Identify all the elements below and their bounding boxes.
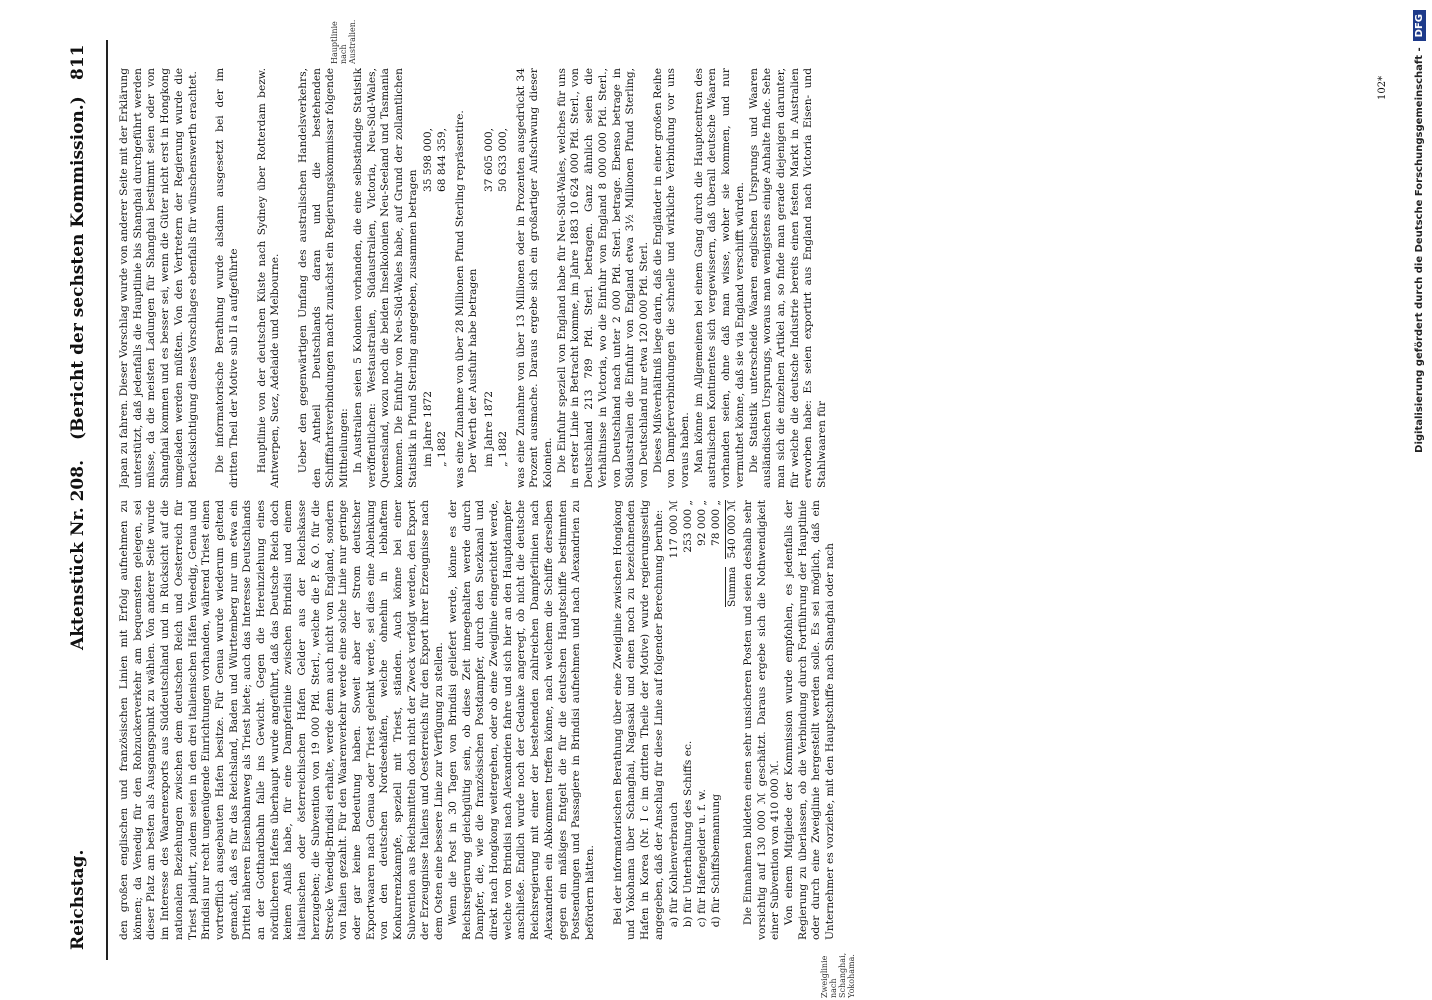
table-row: „ 1882 50 633 000,	[496, 128, 509, 467]
paragraph: Die Einnahmen bildeten einen sehr unsicheren Posten und seien deshalb sehr vorsichtig auf 130 000 ℳ geschätzt. Daraus ergebe sich die Nothwendigkeit einer Subvention von 410 000 ℳ.	[741, 500, 782, 940]
sum-row	[725, 500, 740, 940]
page-number: 811	[68, 44, 88, 80]
digitization-credit	[1408, 10, 1430, 990]
paragraph: Hauptlinie von der deutschen Küste nach Sydney über Rotterdam bezw. Antwerpen, Suez, Adelaide und Melbourne.	[255, 68, 282, 488]
paragraph: was eine Zunahme von über 13 Millionen oder in Prozenten ausgedrückt 34 Prozent ausmache. Daraus ergebe sich ein großartiger Aufschwung dieser Kolonien.	[514, 68, 554, 488]
paragraph: Dieses Mißverhältniß liege darin, daß die Engländer in einer großen Reihe von Dampferverbindungen die schnelle und wirkliche Verbindung vor uns voraus haben.	[651, 68, 692, 488]
credit-text: Digitalisierung gefördert durch die Deutsche Forschungsgemeinschaft -	[1413, 47, 1425, 453]
paragraph: Der Werth der Ausfuhr habe betragen	[467, 268, 480, 474]
paragraph: den großen englischen und französischen Linien mit Erfolg aufnehmen zu können; da Venedig für den Rohzuckerverkehr am bequemsten gelegen, sei dieser Platz am besten als Ausgangspunkt zu wählen. Von anderer Seite wurde im Interesse des Waarenexports aus Süddeutschland und in Rücksicht auf die nationalen Beziehungen zwischen dem deutschen Reich und Oesterreich für Triest plaidirt, zudem seien in den drei italienischen Häfen Venedig, Genua und Brindisi nur recht ungenügende Einrichtungen vorhanden, während Triest einen vortrefflich ausgebauten Hafen besitze. Für Genua wurde wiederum geltend gemacht, daß es für das Reichsland, Baden und Württemberg nur um etwa ein Drittel näheren Eisenbahnweg als Triest biete; auch das Interesse Deutschlands an der Gotthardbahn falle ins Gewicht. Gegen die Hereinziehung eines nördlicheren Hafens überhaupt wurde angeführt, daß das Deutsche Reich doch keinen Anlaß habe, für eine Dampferlinie zwischen Brindisi und einem italienischen oder österreichischen Hafen Gelder aus der Reichskasse herzugeben; die Subvention von 19 000 Pfd. Sterl., welche die P. & O. für die Strecke Venedig-Brindisi erhalte, werde denn auch nicht von England, sondern von Italien gezahlt. Für den Waarenverkehr werde eine solche Linie nur geringe oder gar keine Bedeutung haben. Soweit aber der Strom deutscher Exportwaaren nach Genua oder Triest gelenkt werde, sei dies eine Ablenkung von den deutschen Nordseehäfen, welche ohnehin in lebhaftem Konkurrenzkampfe, speziell mit Triest, ständen. Auch könne bei einer Subvention aus Reichsmitteln doch nicht der Zweck verfolgt werden, den Export der Erzeugnisse Italiens und Oesterreichs für den Export ihrer Erzeugnisse nach dem Osten eine bessere Linie zur Verfügung zu stellen.	[118, 500, 446, 940]
paragraph: Japan zu fahren. Dieser Vorschlag wurde von anderer Seite mit der Erklärung unterstützt, daß jedenfalls die Hauptlinie bis Shanghai durchgeführt werden müsse, da die meisten Ladungen für Shanghai bestimmt seien oder von Shanghai kommen und es besser sei, wenn die Güter nicht erst in Hongkong umgeladen werden müßten. Von den Vertretern der Regierung wurde die Berücksichtigung dieses Vorschlages ebenfalls für wünschenswerth erachtet.	[118, 68, 199, 488]
table-row: „ 1882 68 844 359,	[436, 128, 449, 467]
margin-note-left: Zweiglinie nach Schanghai, Yokohama.	[820, 952, 856, 998]
import-table	[422, 68, 449, 467]
dfg-logo: DFG	[1413, 10, 1426, 41]
left-column	[118, 500, 1352, 940]
list-item: a) für Kohlenverbrauch 117 000 ℳ	[668, 500, 681, 928]
paragraph: Wenn die Post in 30 Tagen von Brindisi geliefert werde, könne es der Reichsregierung gleichgültig sein, ob diese Zeit innegehalten werde durch Dampfer, die, wie die französischen Postdampfer, durch den Suezkanal und direkt nach Hongkong weitergehen, oder ob eine Zweiglinie eingerichtet werde, welche von Brindisi nach Alexandrien fahre und sich hier an den Hauptdampfer anschließe. Endlich wurde noch der Gedanke angeregt, ob nicht die deutsche Reichsregierung mit einer der bestehenden zahlreichen Dampferlinien nach Alexandrien ein Abkommen treffen könne, nach welchem die Schiffe derselben gegen ein mäßiges Entgelt die für die deutschen Hauptschiffe bestimmten Postsendungen und Passagiere in Brindisi aufnehmen und nach Alexandrien zu befördern hätten.	[446, 500, 596, 940]
sum-label: Summa	[726, 566, 739, 608]
signature-mark: 102*	[1377, 75, 1388, 100]
list-item: c) für Hafengelder u. f. w. 92 000 „	[695, 500, 708, 928]
cost-list	[668, 500, 740, 940]
paragraph: Man könne im Allgemeinen bei einem Gang durch die Hauptcentren des australischen Kontinentes sich vergewissern, daß überall deutsche Waaren vorhanden seien, ohne daß man wisse, woher sie kommen, und nur vermuthet könne, daß sie via England verschifft würden.	[692, 68, 746, 488]
running-header	[68, 20, 104, 980]
paragraph: was eine Zunahme von über 28 Millionen Pfund Sterling repräsentire.	[453, 110, 466, 488]
right-column	[118, 68, 1352, 488]
paragraph: Die informatorische Berathung wurde alsdann ausgesetzt bei der im dritten Theil der Motive sub II a aufgeführte	[214, 68, 240, 488]
list-item: b) für Unterhaltung des Schiffs ec. 253 000 „	[682, 500, 695, 928]
header-report-title: (Bericht der sechsten Kommission.)	[68, 96, 88, 440]
header-title: Reichstag.	[68, 849, 88, 950]
sum-amount: 540 000 ℳ	[726, 500, 739, 559]
margin-note-right: Hauptlinie nach Australien.	[330, 19, 357, 64]
list-item: d) für Schiffsbemannung 78 000 „	[709, 500, 722, 928]
paragraph: Ueber den gegenwärtigen Umfang des australischen Handelsverkehrs, den Antheil Deutschlands daran und die bestehenden Schifffahrtsverbindungen macht zunächst ein Regierungskommissar folgende Mittheilungen:	[297, 68, 351, 488]
paragraph: Bei der informatorischen Berathung über eine Zweiglinie zwischen Hongkong und Yokohama über Schanghai, Nagasaki und einen noch zu bezeichnenden Hafen in Korea (Nr. I c im dritten Theile der Motive) wurde regierungsseitig angegeben, daß der Anschlag für diese Linie auf folgender Berechnung beruhe:	[611, 500, 665, 940]
table-row: im Jahre 1872 35 598 000,	[422, 128, 435, 467]
header-document-number: Aktenstück Nr. 208.	[68, 459, 88, 650]
paragraph: Die Statistik unterscheide Waaren englischen Ursprungs und Waaren ausländischen Ursprungs, woraus man wenigstens einige Anhalte finde. Sehe man sich die einzelnen Artikel an, so finde man gerade diejenigen darunter, für welche die deutsche Industrie bereits einen festen Markt in Australien erworben habe: Es seien exportirt aus England nach Victoria Eisen- und Stahlwaaren für	[747, 68, 829, 488]
export-table	[483, 68, 510, 467]
header-rule	[106, 40, 108, 960]
table-row: im Jahre 1872 37 605 000,	[483, 128, 496, 467]
paragraph: In Australien seien 5 Kolonien vorhanden, die eine selbständige Statistik veröffentlichen: Westaustralien, Südaustralien, Victoria, Neu-Süd-Wales, Queensland, wozu noch die beiden Inselkolonien Neu-Seeland und Tasmania kommen. Die Einfuhr von Neu-Süd-Wales habe, auf Grund der zollamtlichen Statistik in Pfund Sterling angegeben, zusammen betragen	[351, 68, 419, 488]
paragraph: Von einem Mitgliede der Kommission wurde empfohlen, es jedenfalls der Regierung zu überlassen, ob die Verbindung durch Fortführung der Hauptlinie oder durch eine Zweiglinie hergestellt werden solle. Es sei möglich, daß ein Unternehmer es vorziehe, mit den Hauptschiffe nach Shanghai oder nach	[783, 500, 837, 940]
paragraph: Die Einfuhr speziell von England habe für Neu-Süd-Wales, welches für uns in erster Linie in Betracht komme, im Jahre 1883 10 624 000 Pfd. Sterl., von Deutschland 213 789 Pfd. Sterl. betragen. Ganz ähnlich seien die Verhältnisse in Victoria, wo die Einfuhr von England 8 000 000 Pfd. Sterl., von Deutschland nach unter 2 000 Pfd. Sterl. betrage. Ebenso betrage in Südaustralien die Einfuhr von England etwa 3½ Millionen Pfund Sterling, von Deutschland nur etwa 120 000 Pfd. Sterl.	[555, 68, 650, 488]
